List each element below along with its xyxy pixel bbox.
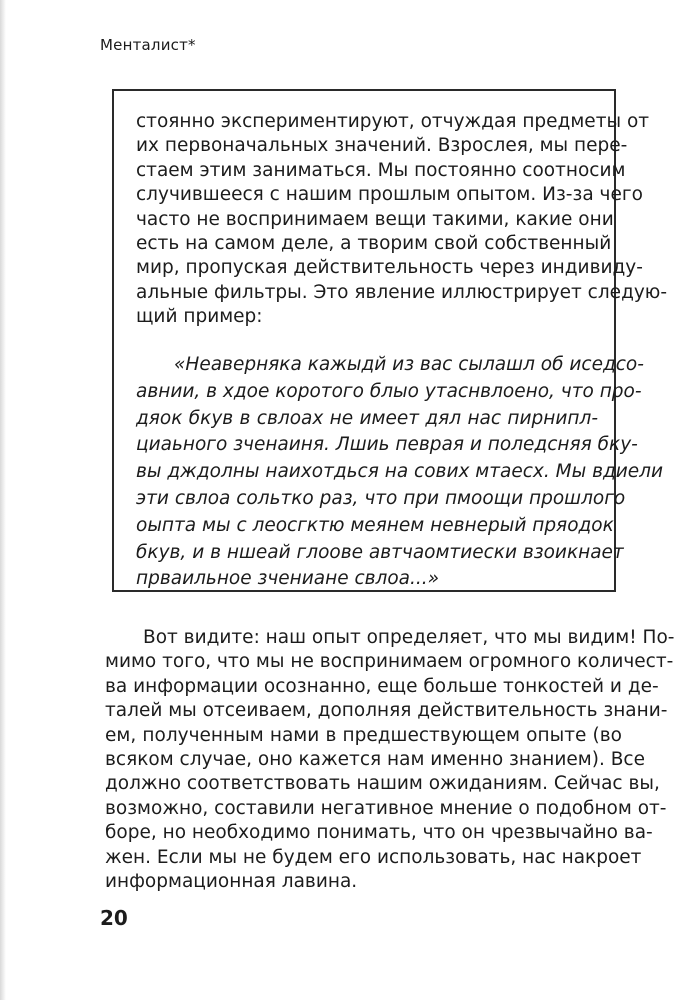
scan-edge-shadow [0, 0, 6, 1000]
quote-line: дяок бкув в свлоах не имеет дял нас пирнипл- [136, 407, 598, 429]
quote-line: бкув, и в ншеай глоове автчаомтиески взоикнает [136, 541, 624, 563]
inset-line: есть на самом деле, а творим свой собственный [136, 233, 612, 255]
body-line: талей мы отсеиваем, дополняя действительность знани- [105, 700, 668, 722]
inset-line: их первоначальных значений. Взрослея, мы пере- [136, 135, 628, 157]
inset-line: стаем этим заниматься. Мы постоянно соотносим [136, 159, 626, 181]
inset-line: мир, пропуская действительность через индивиду- [136, 257, 643, 279]
inset-line: стоянно экспериментируют, отчуждая предметы от [136, 111, 650, 132]
body-line: мимо того, что мы не воспринимаем огромного количест- [105, 651, 674, 673]
body-line: информационная лавина. [105, 871, 358, 893]
quote-line: вы дждолны наихотдься на сових мтаесх. Мы вдиели [136, 461, 664, 483]
body-line: ва информации осознанно, еще больше тонкостей и де- [105, 675, 659, 697]
quote-line: оыпта мы с леосгктю меянем невнерый пряодок [136, 514, 614, 536]
inset-line: альные фильтры. Это явление иллюстрирует следую- [136, 281, 668, 303]
quote-line: прваильное зчениане свлоа...» [136, 568, 440, 590]
body-line: ем, полученным нами в предшествующем опыте (во [105, 724, 622, 746]
running-header-title: Менталист* [100, 36, 196, 54]
scrambled-quote [136, 352, 664, 593]
page-number: 20 [100, 906, 128, 930]
inset-line: часто не воспринимаем вещи такими, какие они [136, 208, 614, 230]
body-line: всяком случае, оно кажется нам именно знанием). Все [105, 749, 645, 771]
quote-line: «Неаверняка кажыдй из вас сылашл об иседсо- [174, 354, 644, 375]
body-line: боре, но необходимо понимать, что он чрезвычайно ва- [105, 822, 653, 844]
body-line: жен. Если мы не будем его использовать, нас накроет [105, 846, 642, 868]
inset-line: случившееся с нашим прошлым опытом. Из-за чего [136, 184, 643, 206]
inset-paragraph [136, 110, 668, 330]
body-paragraph [105, 626, 675, 894]
inset-line: щий пример: [136, 306, 263, 328]
quote-line: эти свлоа сольтко раз, что при пмоощи прошлого [136, 487, 626, 509]
quote-line: авнии, в хдое коротого блыо утаснвлоено, что про- [136, 380, 642, 402]
body-line: должно соответствовать нашим ожиданиям. Сейчас вы, [105, 773, 660, 795]
body-line: Вот видите: наш опыт определяет, что мы видим! По- [143, 627, 675, 648]
quote-line: циаьного зченаиня. Лшиь певрая и поледсняя бку- [136, 434, 638, 456]
body-line: возможно, составили негативное мнение о подобном от- [105, 797, 667, 819]
